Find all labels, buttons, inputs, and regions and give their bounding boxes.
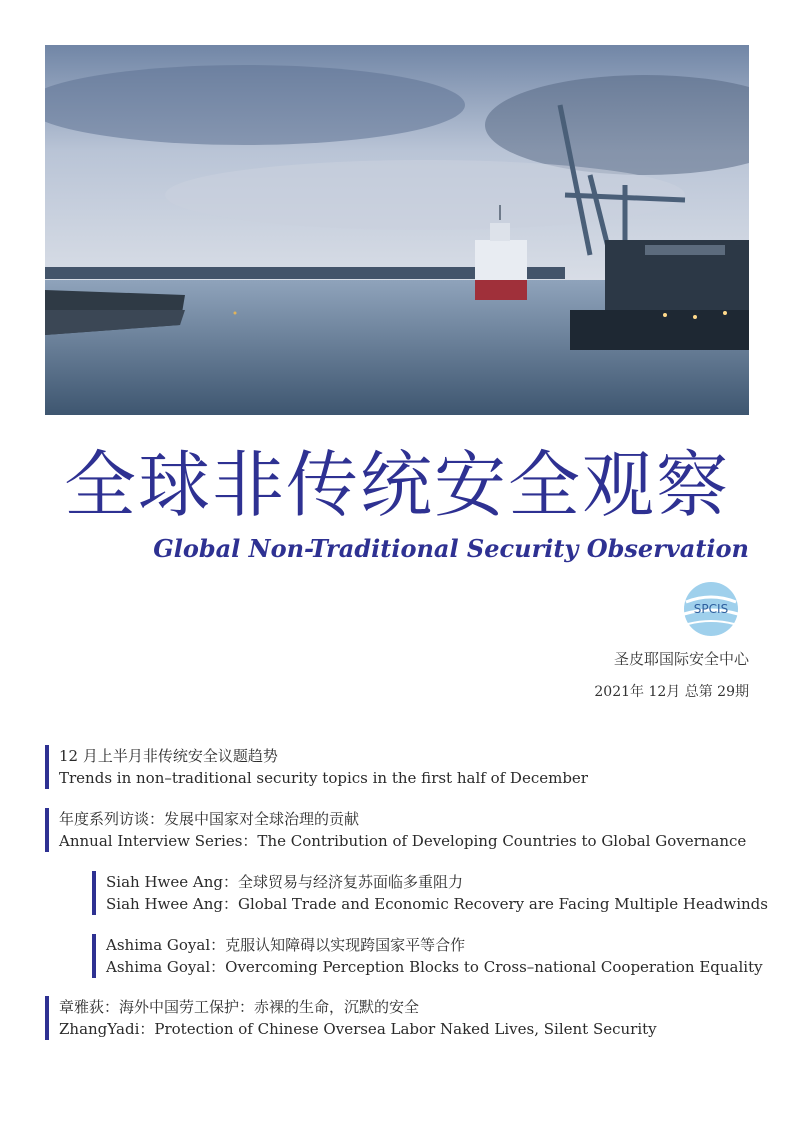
publisher-name: 圣皮耶国际安全中心 bbox=[613, 650, 749, 668]
toc-item-title-cn: 年度系列访谈：发展中国家对全球治理的贡献 bbox=[59, 810, 360, 828]
toc-item[interactable] bbox=[92, 934, 763, 978]
toc-item[interactable] bbox=[92, 871, 768, 915]
toc-item-title-cn: Siah Hwee Ang：全球贸易与经济复苏面临多重阻力 bbox=[106, 873, 463, 891]
toc-item-title-cn: 章雅荻：海外中国劳工保护：赤裸的生命，沉默的安全 bbox=[59, 998, 420, 1016]
toc-item-title-cn: Ashima Goyal：克服认知障碍以实现跨国家平等合作 bbox=[106, 936, 466, 954]
journal-title-english: Global Non-Traditional Security Observation bbox=[153, 534, 749, 563]
toc-item-title-en: Trends in non–traditional security topics in the first half of December bbox=[59, 769, 588, 787]
cover-photo-harbor bbox=[45, 45, 749, 415]
toc-item-title-en: Ashima Goyal：Overcoming Perception Blocks to Cross–national Cooperation Equality bbox=[106, 958, 763, 976]
toc-item[interactable] bbox=[45, 808, 746, 852]
toc-item-title-en: ZhangYadi：Protection of Chinese Oversea Labor Naked Lives, Silent Security bbox=[59, 1020, 657, 1038]
toc-item[interactable] bbox=[45, 745, 588, 789]
issue-info: 2021年 12月 总第 29期 bbox=[594, 684, 749, 700]
toc-item-title-en: Annual Interview Series：The Contribution of Developing Countries to Global Governance bbox=[59, 832, 747, 850]
spcis-logo-text: SPCIS bbox=[693, 602, 729, 616]
journal-title-chinese: 全球非传统安全观察 bbox=[63, 443, 730, 527]
spcis-logo bbox=[682, 580, 740, 638]
toc-item-title-en: Siah Hwee Ang：Global Trade and Economic Recovery are Facing Multiple Headwinds bbox=[106, 895, 768, 913]
toc-item-title-cn: 12 月上半月非传统安全议题趋势 bbox=[59, 747, 278, 765]
toc-item[interactable] bbox=[45, 996, 657, 1040]
